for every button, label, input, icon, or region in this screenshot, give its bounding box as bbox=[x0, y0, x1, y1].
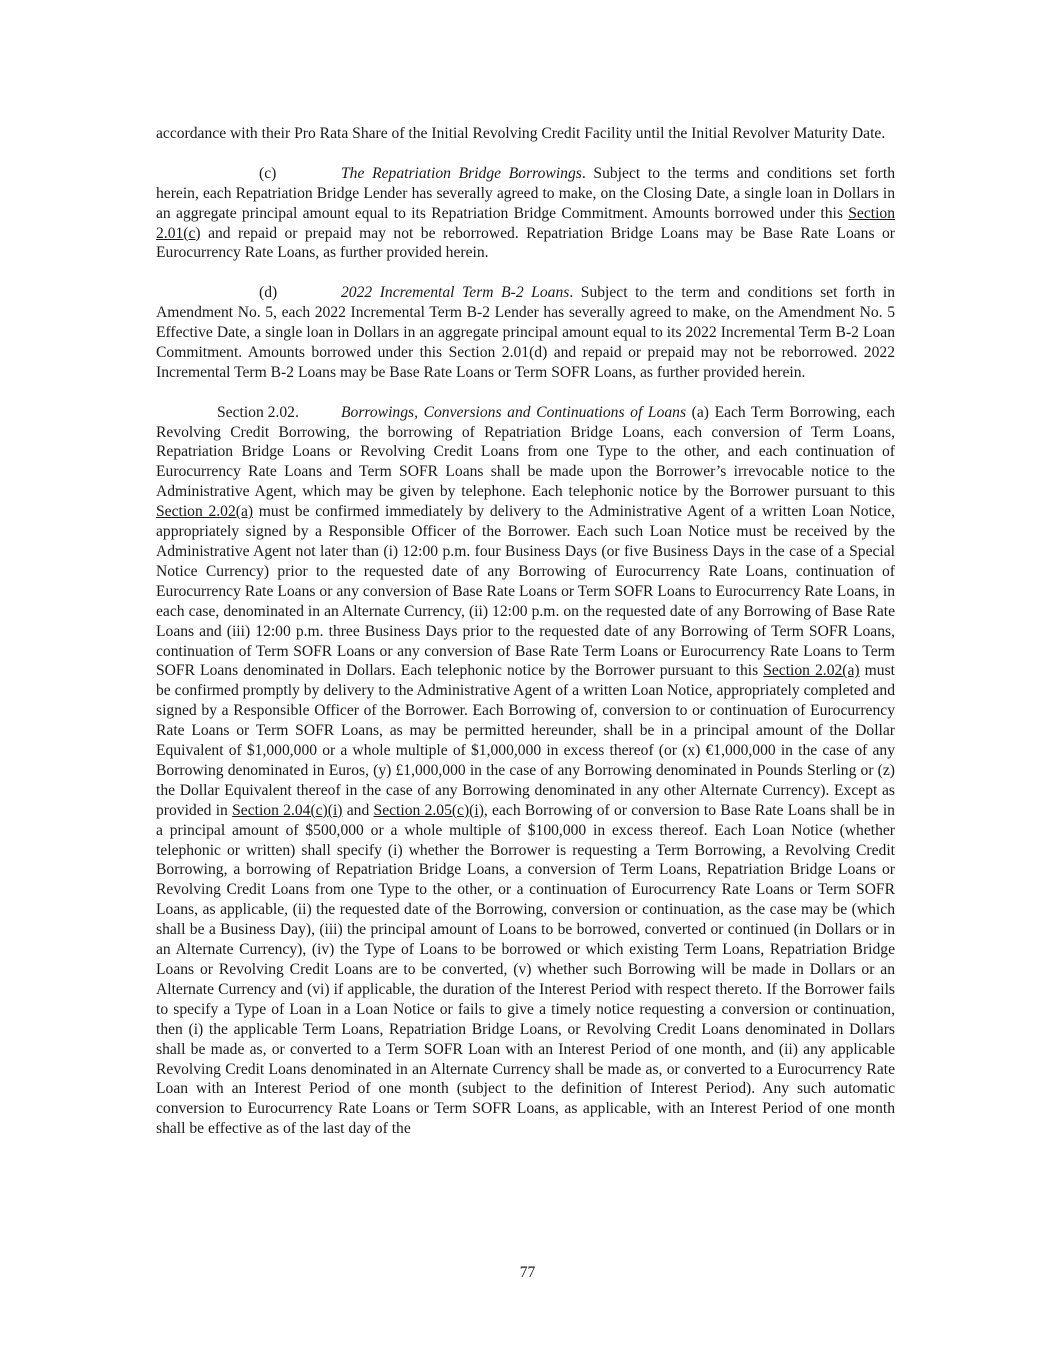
clause-heading: The Repatriation Bridge Borrowings bbox=[341, 164, 582, 182]
section-text: must be confirmed immediately by delivery to the Administrative Agent of a written Loan Notice, appropriately signed by a Responsible Officer of the Borrower. Each such Loan Notice must be received by the Administrative Agent not later than (i) 12:00 p.m. four Business Days (or five Business Days in the case of a Special Notice Currency) prior to the requested date of any Borrowing of Eurocurrency Rate Loans, continuation of Eurocurrency Rate Loans or any conversion of Base Rate Loans or Term SOFR Loans to Eurocurrency Rate Loans, in each case, denominated in an Alternate Currency, (ii) 12:00 p.m. on the requested date of any Borrowing of Base Rate Loans and (iii) 12:00 p.m. three Business Days prior to the requested date of any Borrowing of Term SOFR Loans, continuation of Term SOFR Loans or any conversion of Base Rate Term Loans or Eurocurrency Rate Loans to Term SOFR Loans denominated in Dollars. Each telephonic notice by the Borrower pursuant to this bbox=[156, 503, 895, 680]
section-text: must be confirmed promptly by delivery to the Administrative Agent of a written Loan Notice, appropriately completed and signed by a Responsible Officer of the Borrower. Each Borrowing of, conversion to or continuation of Eurocurrency Rate Loans or Term SOFR Loans, as may be permitted hereunder, shall be in a principal amount of the Dollar Equivalent of $1,000,000 or a whole multiple of $1,000,000 in excess thereof (or (x) €1,000,000 in the case of any Borrowing denominated in Euros, (y) £1,000,000 in the case of any Borrowing denominated in Pounds Sterling or (z) the Dollar Equivalent thereof in the case of any Borrowing denominated in any other Alternate Currency). Except as provided in bbox=[156, 662, 895, 819]
section-reference: Section 2.02(a) bbox=[156, 503, 254, 521]
section-reference: Section 2.04(c)(i) bbox=[232, 801, 343, 819]
section-text: , each Borrowing of or conversion to Base Rate Loans shall be in a principal amount of $500,000 or a whole multiple of $100,000 in excess thereof. Each Loan Notice (whether telephonic or written) shall specify (i) whether the Borrower is requesting a Term Borrowing, a Revolving Credit Borrowing, a borrowing of Repatriation Bridge Loans, a conversion of Term Loans, Repatriation Bridge Loans or Revolving Credit Loans from one Type to the other, or a continuation of Eurocurrency Rate Loans or Term SOFR Loans, as applicable, (ii) the requested date of the Borrowing, conversion or continuation, as the case may be (which shall be a Business Day), (iii) the principal amount of Loans to be borrowed, converted or continued (in Dollars or in an Alternate Currency), (iv) the Type of Loans to be borrowed or which existing Term Loans, Repatriation Bridge Loans or Revolving Credit Loans are to be converted, (v) whether such Borrowing will be made in Dollars or an Alternate Currency and (vi) if applicable, the duration of the Interest Period with respect thereto. If the Borrower fails to specify a Type of Loan in a Loan Notice or fails to give a timely notice requesting a conversion or continuation, then (i) the applicable Term Loans, Repatriation Bridge Loans, or Revolving Credit Loans denominated in Dollars shall be made as, or converted to a Term SOFR Loan with an Interest Period of one month, and (ii) any applicable Revolving Credit Loans denominated in an Alternate Currency shall be made as, or converted to a Eurocurrency Rate Loan with an Interest Period of one month (subject to the definition of Interest Period). Any such automatic conversion to Eurocurrency Rate Loans or Term SOFR Loans, as applicable, with an Interest Period of one month shall be effective as of the last day of the bbox=[156, 801, 895, 1138]
paragraph-continuation bbox=[156, 124, 895, 144]
section-2-02 bbox=[156, 403, 895, 1140]
clause-text: . Subject to the terms and conditions set forth herein, each Repatriation Bridge Lender has severally agreed to make, on the Closing Date, a single loan in Dollars in an aggregate principal amount equal to its Repatriation Bridge Commitment. Amounts borrowed under this bbox=[156, 164, 895, 222]
section-reference: Section 2.05(c)(i) bbox=[373, 801, 484, 819]
document-body bbox=[156, 124, 895, 1159]
section-text: and bbox=[342, 801, 374, 819]
clause-text: and repaid or prepaid may not be reborrowed. Repatriation Bridge Loans may be Base Rate Loans or Eurocurrency Rate Loans, as further provided herein. bbox=[156, 224, 895, 262]
section-reference: Section 2.02(a) bbox=[763, 662, 860, 680]
section-heading: Borrowings, Conversions and Continuations of Loans bbox=[341, 403, 687, 421]
clause-text: . Subject to the term and conditions set forth in Amendment No. 5, each 2022 Incremental Term B-2 Lender has severally agreed to make, on the Amendment No. 5 Effective Date, a single loan in Dollars in an aggregate principal amount equal to its 2022 Incremental Term B-2 Loan Commitment. Amounts borrowed under this Section 2.01(d) and repaid or prepaid may not be reborrowed. 2022 Incremental Term B-2 Loans may be Base Rate Loans or Term SOFR Loans, as further provided herein. bbox=[156, 284, 895, 381]
paragraph-text: accordance with their Pro Rata Share of the Initial Revolving Credit Facility until the Initial Revolver Maturity Date. bbox=[156, 125, 886, 142]
paragraph-d bbox=[156, 283, 895, 383]
clause-label: (c) bbox=[259, 164, 277, 182]
section-reference: Section 2.01(c) bbox=[156, 204, 895, 242]
section-text: (a) Each Term Borrowing, each Revolving Credit Borrowing, the borrowing of Repatriation Bridge Loans, each conversion of Term Loans, Repatriation Bridge Loans or Revolving Credit Loans from one Type to the other, and each continuation of Eurocurrency Rate Loans and Term SOFR Loans shall be made upon the Borrower’s irrevocable notice to the Administrative Agent, which may be given by telephone. Each telephonic notice by the Borrower pursuant to this bbox=[156, 403, 895, 501]
clause-label: (d) bbox=[259, 284, 278, 302]
clause-heading: 2022 Incremental Term B-2 Loans bbox=[341, 284, 570, 302]
section-number: Section 2.02. bbox=[217, 403, 299, 421]
paragraph-c bbox=[156, 164, 895, 264]
page-number: 77 bbox=[519, 1264, 536, 1281]
